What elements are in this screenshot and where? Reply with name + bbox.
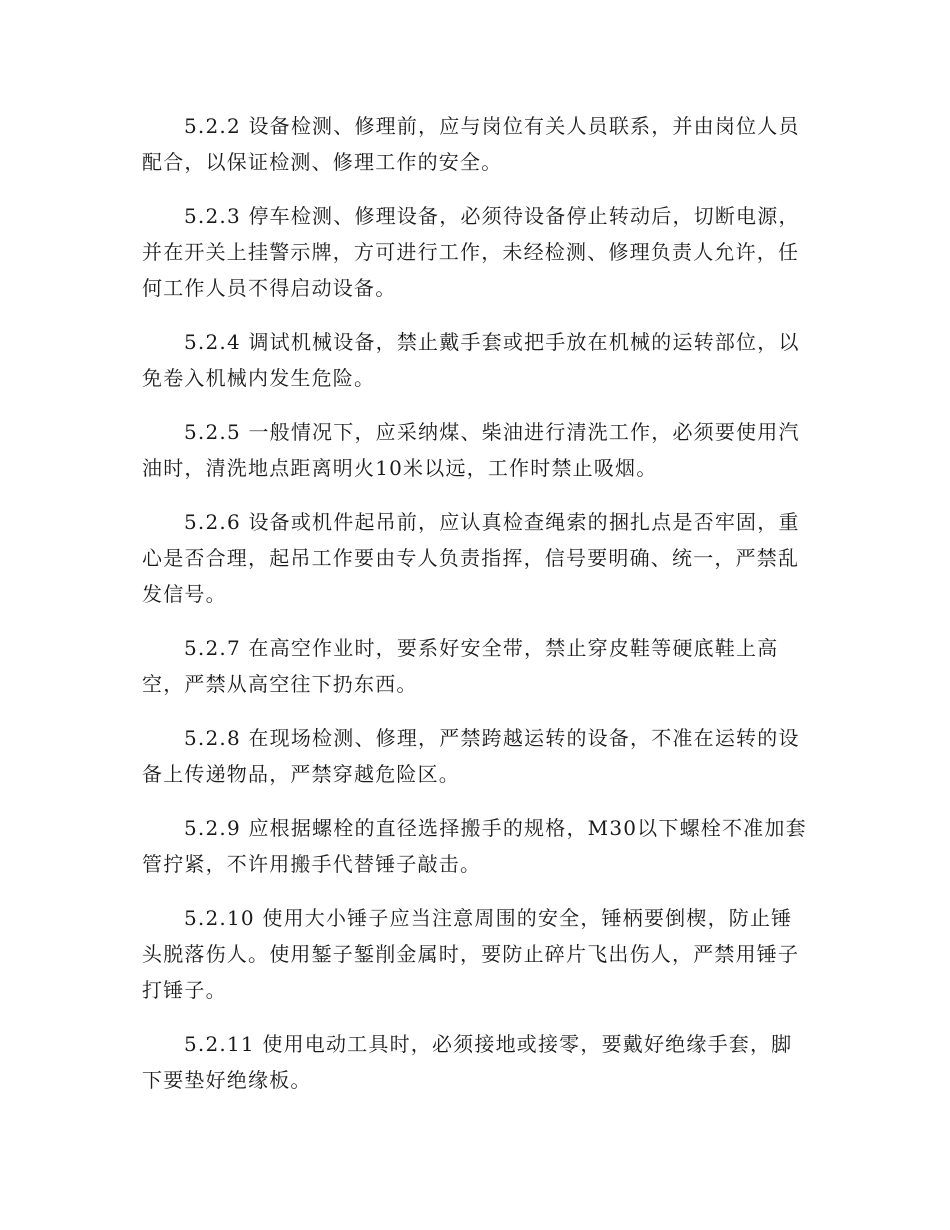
clause-5-2-9: 5.2.9 应根据螺栓的直径选择搬手的规格，M30以下螺栓不准加套管拧紧，不许用搬手代替锤子敲击。 bbox=[142, 816, 807, 876]
clause-5-2-6: 5.2.6 设备或机件起吊前，应认真检查绳索的捆扎点是否牢固，重心是否合理，起吊工作要由专人负责指挥，信号要明确、统一，严禁乱发信号。 bbox=[142, 510, 800, 606]
clause-5-2-4: 5.2.4 调试机械设备，禁止戴手套或把手放在机械的运转部位，以免卷入机械内发生危险。 bbox=[142, 330, 800, 390]
clause-5-2-7: 5.2.7 在高空作业时，要系好安全带，禁止穿皮鞋等硬底鞋上高空，严禁从高空往下扔东西。 bbox=[142, 636, 779, 696]
clause-5-2-11: 5.2.11 使用电动工具时，必须接地或接零，要戴好绝缘手套，脚下要垫好绝缘板。 bbox=[142, 1032, 793, 1092]
clause-5-2-10: 5.2.10 使用大小锤子应当注意周围的安全，锤柄要倒楔，防止锤头脱落伤人。使用錾子錾削金属时，要防止碎片飞出伤人，严禁用锤子打锤子。 bbox=[142, 906, 800, 1002]
clause-5-2-2: 5.2.2 设备检测、修理前，应与岗位有关人员联系，并由岗位人员配合，以保证检测、修理工作的安全。 bbox=[142, 114, 800, 174]
clause-5-2-8: 5.2.8 在现场检测、修理，严禁跨越运转的设备，不准在运转的设备上传递物品，严禁穿越危险区。 bbox=[142, 726, 800, 786]
clause-5-2-3: 5.2.3 停车检测、修理设备，必须待设备停止转动后，切断电源，并在开关上挂警示牌，方可进行工作，未经检测、修理负责人允许，任何工作人员不得启动设备。 bbox=[142, 204, 800, 300]
clause-5-2-5: 5.2.5 一般情况下，应采纳煤、柴油进行清洗工作，必须要使用汽油时，清洗地点距离明火10米以远，工作时禁止吸烟。 bbox=[142, 420, 800, 480]
